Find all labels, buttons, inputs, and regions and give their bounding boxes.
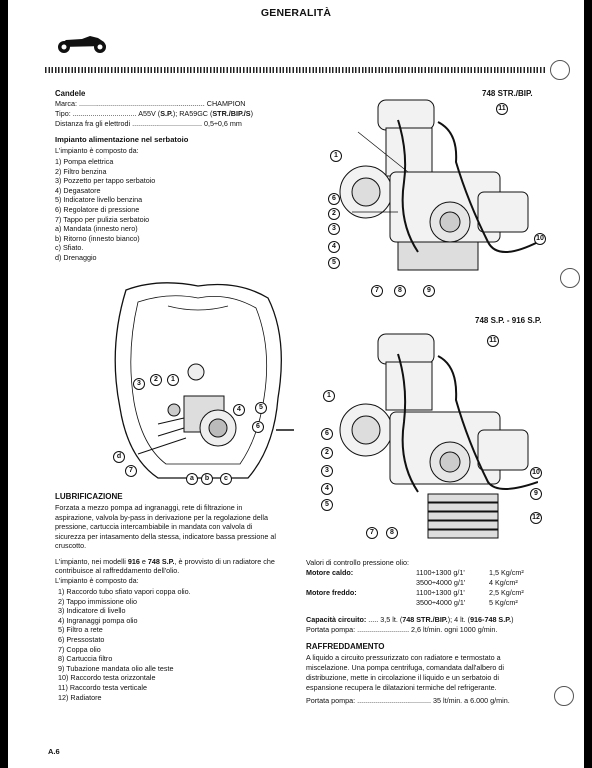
lubrificazione-item: 2) Tappo immissione olio <box>58 596 137 606</box>
bottom-callout-8: 8 <box>386 527 398 539</box>
bottom-callout-10: 10 <box>530 467 542 479</box>
page-title: GENERALITÀ <box>260 7 332 19</box>
raffreddamento-paragraph-line: A liquido a circuito pressurizzato con radiatore e termostato a <box>306 653 501 662</box>
raffreddamento-portata: Portata pompa: ..................................... 35 lt/min. a 6.000 g/min. <box>306 696 510 705</box>
pressione-cold-rpm-1: 1100÷1300 g/1' <box>416 588 465 597</box>
lubrificazione-title: LUBRIFICAZIONE <box>55 492 123 501</box>
top-callout-1: 1 <box>330 150 342 162</box>
tank-callout-b: b <box>201 473 213 485</box>
alimentazione-title: Impianto alimentazione nel serbatoio <box>55 135 189 144</box>
lubrificazione-paragraph-line: aspirazione, valvola by-pass in derivazione per la regolazione della <box>55 512 268 522</box>
pressione-cold-val-2: 5 Kg/cm² <box>489 598 518 607</box>
raffreddamento-paragraph-line: miscelazione. Una pompa centrifuga, comandata dall'albero di <box>306 663 504 672</box>
pressione-cold-label: Motore freddo: <box>306 588 357 597</box>
alimentazione-item: b) Ritorno (innesto bianco) <box>55 233 140 243</box>
tank-callout-5: 5 <box>255 402 267 414</box>
fuel-tank-diagram <box>98 278 298 488</box>
alimentazione-item: 7) Tappo per pulizia serbatoio <box>55 214 150 224</box>
lubrificazione-item: 7) Coppa olio <box>58 644 101 654</box>
capacita-portata: Portata pompa: .......................... 2,6 lt/min. ogni 1000 g/min. <box>306 625 498 634</box>
tank-callout-a: a <box>186 473 198 485</box>
lubrificazione-item: 1) Raccordo tubo sfiato vapori coppa olio. <box>58 587 191 596</box>
motorcycle-icon <box>52 32 112 54</box>
pressione-cold-rpm-2: 3500÷4000 g/1' <box>416 598 466 607</box>
top-callout-7: 7 <box>371 285 383 297</box>
pressione-cold-val-1: 2,5 Kg/cm² <box>489 588 524 597</box>
top-callout-9: 9 <box>423 285 435 297</box>
tank-callout-d: d <box>113 451 125 463</box>
engine-diagram-bottom <box>338 326 538 546</box>
corner-mark <box>554 686 574 706</box>
tank-callout-3: 3 <box>133 378 145 390</box>
alimentazione-item: 5) Indicatore livello benzina <box>55 195 143 205</box>
corner-mark <box>560 268 580 288</box>
top-callout-10: 10 <box>534 233 546 245</box>
corner-mark <box>550 60 570 80</box>
lubrificazione-item: 11) Raccordo testa verticale <box>58 683 147 692</box>
alimentazione-item: 3) Pozzetto per tappo serbatoio <box>55 176 156 186</box>
bottom-callout-5: 5 <box>321 499 333 511</box>
bottom-callout-12: 12 <box>530 512 542 524</box>
tank-callout-c: c <box>220 473 232 485</box>
lubrificazione-models: L'impianto, nei modelli 916 e 748 S.P., è provvisto di un radiatore che <box>55 557 275 566</box>
tank-callout-1: 1 <box>167 374 179 386</box>
bottom-callout-1: 1 <box>323 390 335 402</box>
figure-bottom-title: 748 S.P. - 916 S.P. <box>475 316 542 325</box>
lubrificazione-item: 3) Indicatore di livello <box>58 606 126 616</box>
top-callout-8: 8 <box>394 285 406 297</box>
candele-title: Candele <box>55 89 86 98</box>
alimentazione-item: 2) Filtro benzina <box>55 166 107 176</box>
tank-callout-4: 4 <box>233 404 245 416</box>
lubrificazione-paragraph-line: cruscotto. <box>55 541 87 551</box>
bottom-callout-7: 7 <box>366 527 378 539</box>
top-callout-4: 4 <box>328 241 340 253</box>
lubrificazione-item: 6) Pressostato <box>58 635 105 644</box>
alimentazione-item: c) Sfiato. <box>55 243 84 253</box>
bottom-callout-2: 2 <box>321 447 333 459</box>
raffreddamento-paragraph-line: espansione recupera le dilatazioni termiche del refrigerante. <box>306 683 497 692</box>
pressione-title: Valori di controllo pressione olio: <box>306 558 409 567</box>
alimentazione-item: a) Mandata (innesto nero) <box>55 224 138 234</box>
top-callout-5: 5 <box>328 257 340 269</box>
raffreddamento-paragraph-line: distribuzione, mette in circolazione il liquido e un serbatoio di <box>306 673 499 682</box>
lubrificazione-paragraph-line: sicurezza per intasamento della stessa, indicatore bassa pressione al <box>55 531 276 541</box>
capacita-line: Capacità circuito: ..... 3,5 lt. (748 STR./BIP.); 4 lt. (916-748 S.P.) <box>306 615 514 624</box>
figure-top-title: 748 STR./BIP. <box>482 89 533 98</box>
lubrificazione-item: 9) Tubazione mandata olio alle teste <box>58 663 174 673</box>
header-hatch-rule <box>45 67 545 73</box>
bottom-callout-9: 9 <box>530 488 542 500</box>
candele-marca: Marca: ............................................................... CHAMPION <box>55 99 246 108</box>
bottom-callout-3: 3 <box>321 465 333 477</box>
pressione-hot-rpm-1: 1100÷1300 g/1' <box>416 568 465 577</box>
lubrificazione-item: 4) Ingranaggi pompa olio <box>58 615 138 625</box>
candele-distanza: Distanza fra gli elettrodi ................................... 0,5÷0,6 mm <box>55 119 242 128</box>
page-number: A.6 <box>48 747 60 756</box>
lubrificazione-item: 10) Raccordo testa orizzontale <box>58 673 156 683</box>
lubrificazione-paragraph-line: Forzata a mezzo pompa ad ingranaggi, rete di filtrazione in <box>55 503 243 512</box>
tank-callout-2: 2 <box>150 374 162 386</box>
alimentazione-item: 6) Regolatore di pressione <box>55 205 140 214</box>
candele-tipo: Tipo: ................................ A55V (S.P.); RA59GC (STR./BIP./S) <box>55 109 254 118</box>
manual-page <box>8 0 584 768</box>
bottom-callout-4: 4 <box>321 483 333 495</box>
raffreddamento-title: RAFFREDDAMENTO <box>306 642 385 651</box>
lubrificazione-item: 5) Filtro a rete <box>58 625 103 635</box>
bottom-callout-6: 6 <box>321 428 333 440</box>
lubrificazione-intro: L'impianto è composto da: <box>55 576 139 585</box>
tank-callout-6: 6 <box>252 421 264 433</box>
bottom-callout-11: 11 <box>487 335 499 347</box>
top-callout-11: 11 <box>496 103 508 115</box>
alimentazione-item: 4) Degasatore <box>55 185 101 195</box>
top-callout-2: 2 <box>328 208 340 220</box>
top-callout-3: 3 <box>328 223 340 235</box>
lubrificazione-item: 12) Radiatore <box>58 692 102 702</box>
engine-diagram-top <box>338 92 538 292</box>
alimentazione-intro: L'impianto è composto da: <box>55 146 139 155</box>
alimentazione-item: 1) Pompa elettrica <box>55 157 114 166</box>
pressione-hot-label: Motore caldo: <box>306 568 354 577</box>
lubrificazione-paragraph-line: pressione, cartuccia intercambiabile in mandata con valvola di <box>55 522 253 532</box>
pressione-hot-val-2: 4 Kg/cm² <box>489 578 518 587</box>
top-callout-6: 6 <box>328 193 340 205</box>
lubrificazione-models-2: contribuisce al raffreddamento dell'olio. <box>55 566 180 575</box>
pressione-hot-rpm-2: 3500÷4000 g/1' <box>416 578 466 587</box>
alimentazione-item: d) Drenaggio <box>55 253 97 262</box>
pressione-hot-val-1: 1,5 Kg/cm² <box>489 568 524 577</box>
lubrificazione-item: 8) Cartuccia filtro <box>58 654 113 664</box>
tank-callout-7: 7 <box>125 465 137 477</box>
